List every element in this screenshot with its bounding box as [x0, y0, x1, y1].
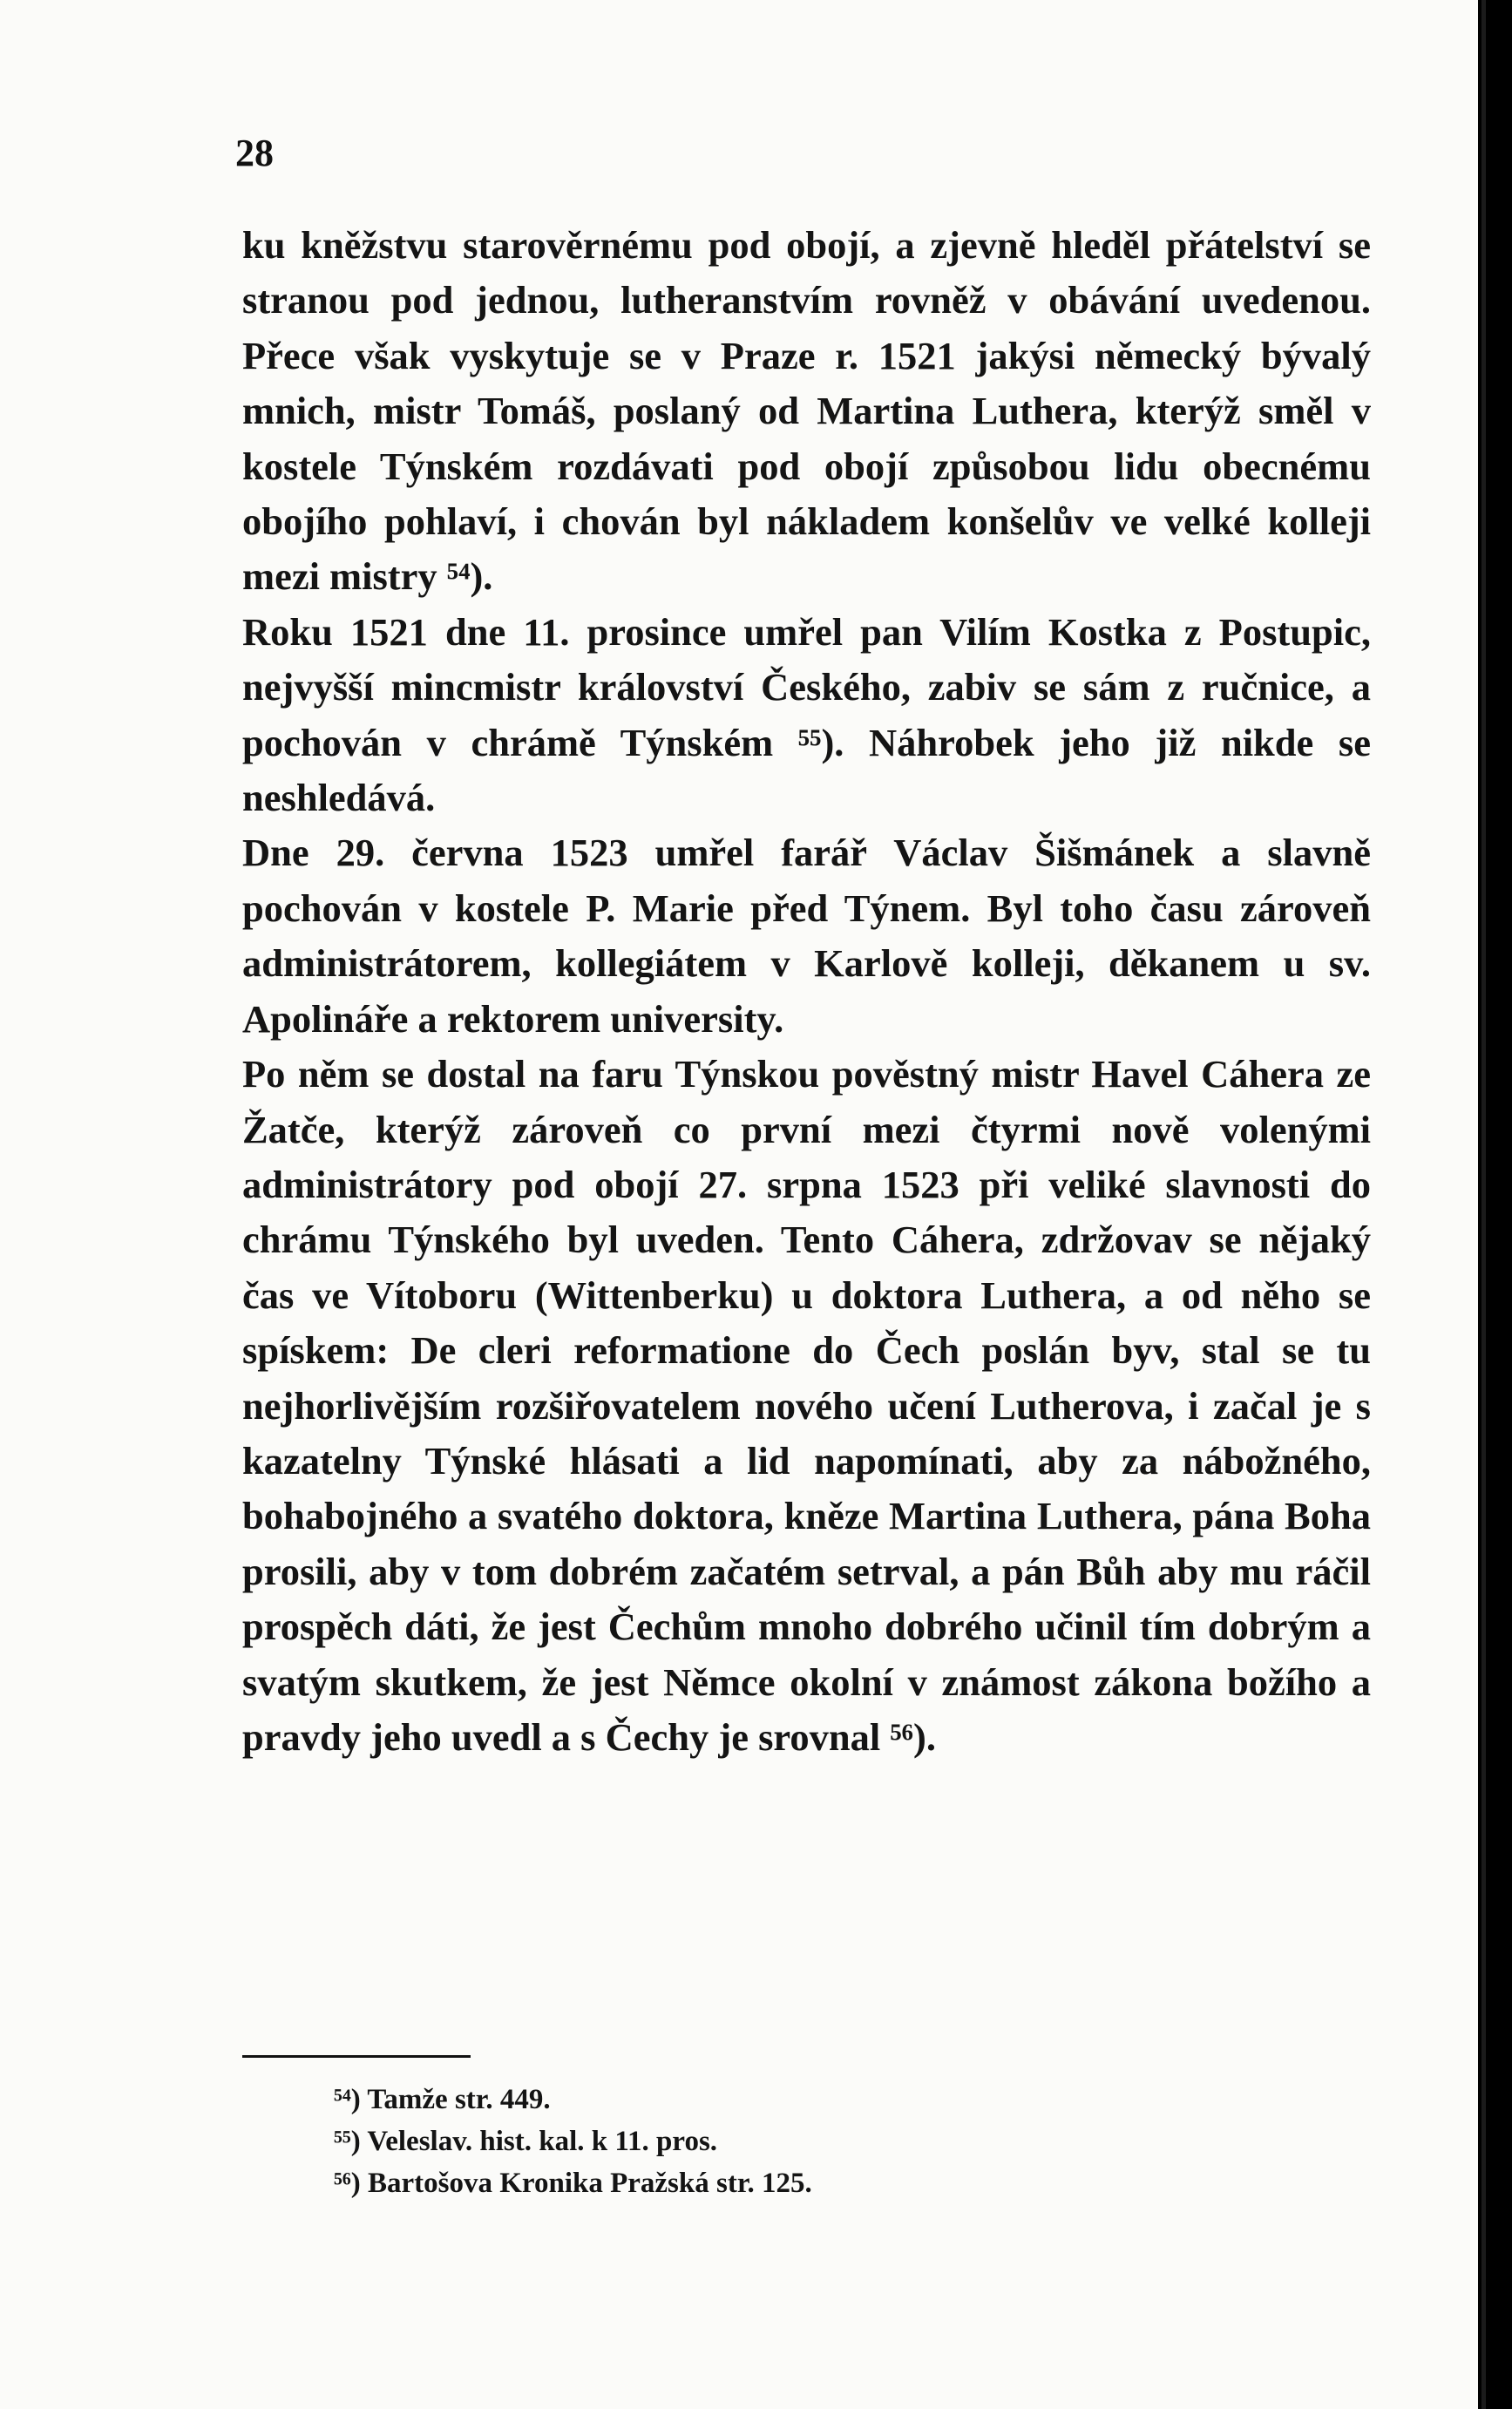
body-text	[242, 218, 1371, 1765]
paragraph-1: ku kněžstvu starověrnému pod obojí, a zjevně hleděl přátelství se stranou pod jednou, lutheranstvím rovněž v obávání uvedenou. Přece však vyskytuje se v Praze r. 1521 jakýsi německý bývalý mnich, mistr Tomáš, poslaný od Martina Luthera, kterýž směl v kostele Týnském rozdávati pod obojí způsobou lidu obecnému obojího pohlaví, i chován byl nákladem konšelův ve velké kolleji mezi mistry ⁵⁴).	[242, 223, 1371, 599]
footnote-56: ⁵⁶) Bartošova Kronika Pražská str. 125.	[334, 2168, 812, 2199]
paragraph-3: Dne 29. června 1523 umřel farář Václav Šišmánek a slavně pochován v kostele P. Marie před Týnem. Byl toho času zároveň administrátorem, kollegiátem v Karlově kolleji, děkanem u sv. Apolináře a rektorem university.	[242, 831, 1371, 1041]
scan-edge-strip	[1481, 0, 1486, 2409]
footnote-divider	[242, 2055, 471, 2058]
footnote-55: ⁵⁵) Veleslav. hist. kal. k 11. pros.	[334, 2126, 718, 2157]
footnotes	[334, 2079, 812, 2204]
footnote-54: ⁵⁴) Tamže str. 449.	[334, 2084, 551, 2115]
paragraph-4: Po něm se dostal na faru Týnskou pověstný mistr Havel Cáhera ze Žatče, kterýž zároveň co první mezi čtyrmi nově volenými administrátory pod obojí 27. srpna 1523 při veliké slavnosti do chrámu Týnského byl uveden. Tento Cáhera, zdržovav se nějaký čas ve Vítoboru (Wittenberku) u doktora Luthera, a od něho se spískem: De cleri reformatione do Čech poslán byv, stal se tu nejhorlivějším rozšiřovatelem nového učení Lutherova, i začal je s kazatelny Týnské hlásati a lid napomínati, aby za nábožného, bohabojného a svatého doktora, kněze Martina Luthera, pána Boha prosili, aby v tom dobrém začatém setrval, a pán Bůh aby mu ráčil prospěch dáti, že jest Čechům mnoho dobrého učinil tím dobrým a svatým skutkem, že jest Němce okolní v známost zákona božího a pravdy jeho uvedl a s Čechy je srovnal ⁵⁶).	[242, 1052, 1371, 1759]
paragraph-2: Roku 1521 dne 11. prosince umřel pan Vilím Kostka z Postupic, nejvyšší mincmistr království Českého, zabiv se sám z ručnice, a pochován v chrámě Týnském ⁵⁵). Náhrobek jeho již nikde se neshledává.	[242, 609, 1371, 820]
page-number: 28	[235, 132, 274, 174]
